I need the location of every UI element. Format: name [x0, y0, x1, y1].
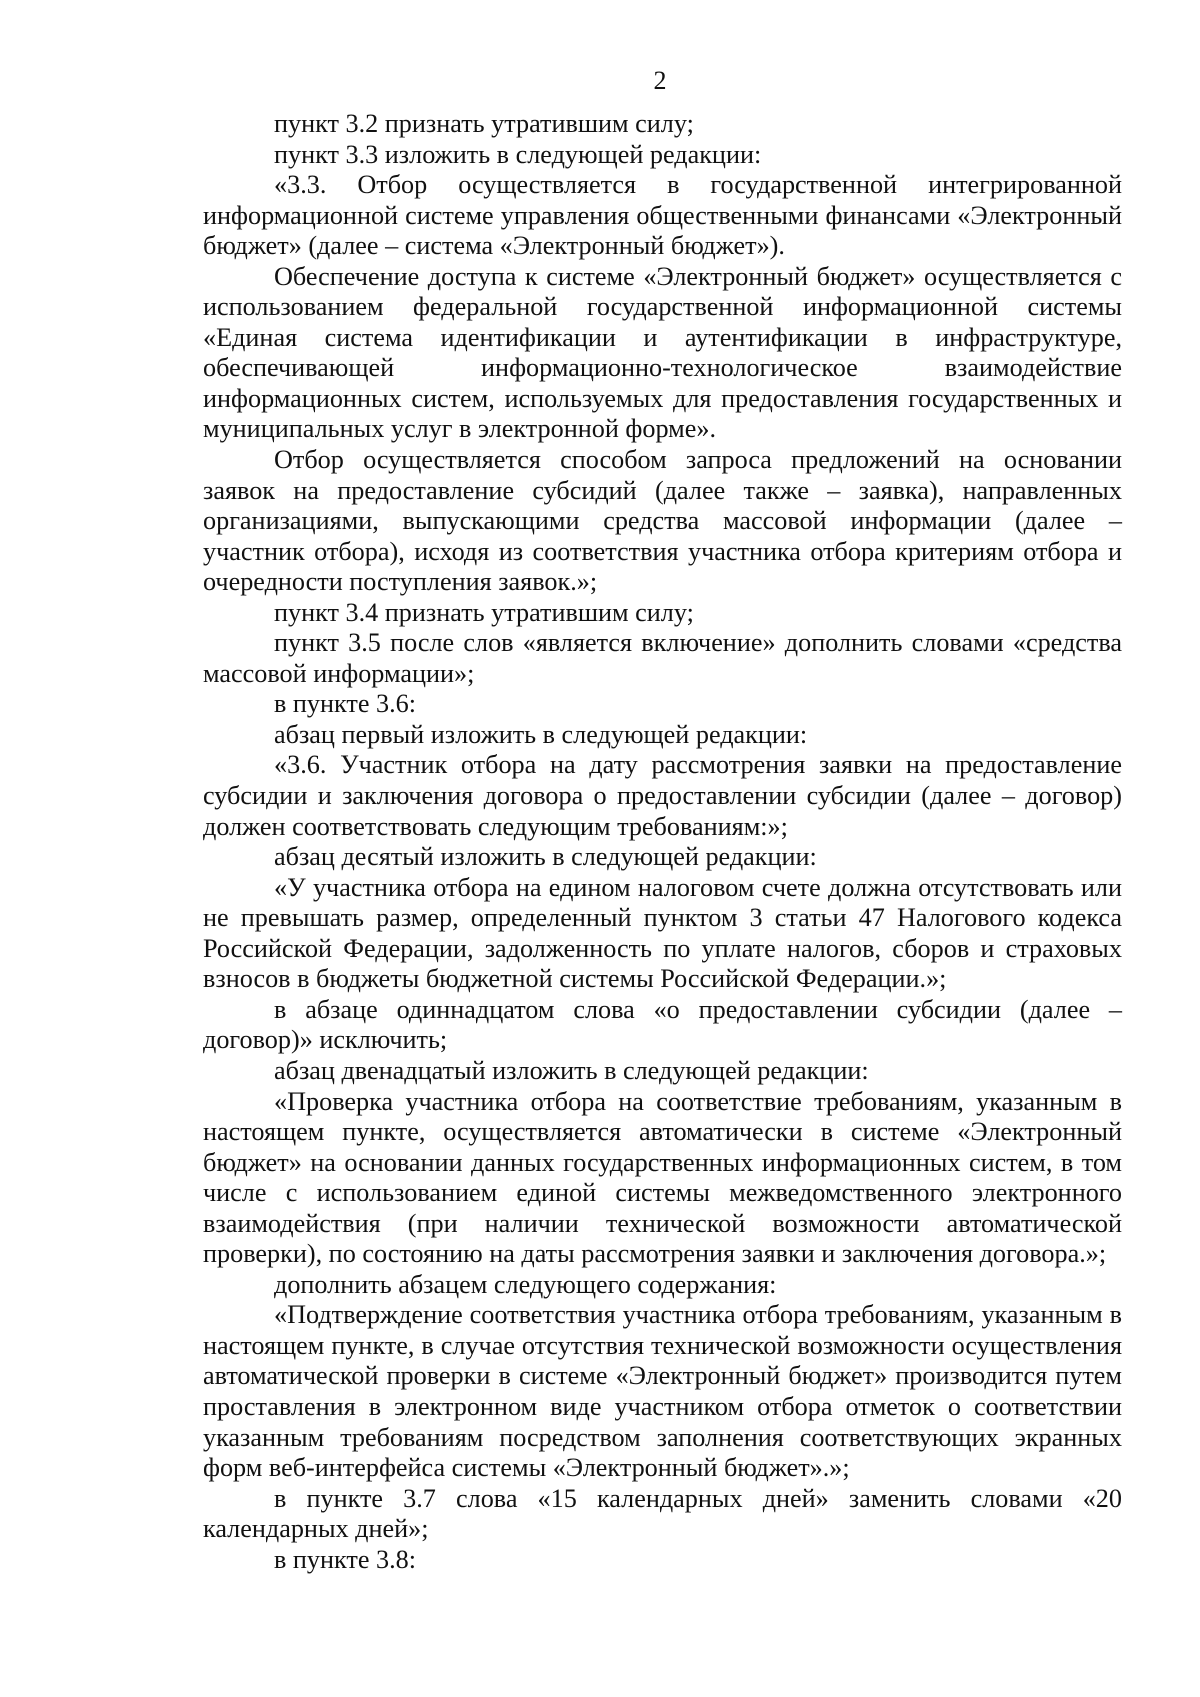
paragraph: «Проверка участника отбора на соответствие требованиям, указанным в настоящем пункте, осуществляется автоматически в системе «Электронный бюджет» на основании данных государственных информационных систем, в том числе с использованием единой системы межведомственного электронного взаимодействия (при наличии технической возможности автоматической проверки), по состоянию на даты рассмотрения заявки и заключения договора.»;	[203, 1086, 1122, 1269]
paragraph: в пункте 3.8:	[274, 1544, 417, 1574]
paragraph: абзац первый изложить в следующей редакции:	[274, 719, 808, 749]
page-number: 2	[653, 66, 667, 95]
paragraph: пункт 3.4 признать утратившим силу;	[274, 597, 694, 627]
paragraph: «3.6. Участник отбора на дату рассмотрения заявки на предоставление субсидии и заключения договора о предоставлении субсидии (далее – договор) должен соответствовать следующим требованиям:»;	[203, 750, 1122, 841]
paragraph: Отбор осуществляется способом запроса предложений на основании заявок на предоставление субсидий (далее также – заявка), направленных организациями, выпускающими средства массовой информации (далее – участник отбора), исходя из соответствия участника отбора критериям отбора и очередности поступления заявок.»;	[203, 445, 1122, 597]
paragraph: пункт 3.5 после слов «является включение» дополнить словами «средства массовой информации»;	[203, 628, 1122, 688]
paragraph: пункт 3.3 изложить в следующей редакции:	[274, 139, 762, 169]
paragraph: абзац десятый изложить в следующей редакции:	[274, 842, 817, 872]
document-body	[203, 109, 1122, 1575]
paragraph: «Подтверждение соответствия участника отбора требованиям, указанным в настоящем пункте, в случае отсутствия технической возможности осуществления автоматической проверки в системе «Электронный бюджет» производится путем проставления в электронном виде участником отбора отметок о соответствии указанным требованиям посредством заполнения соответствующих экранных форм веб-интерфейса системы «Электронный бюджет».»;	[203, 1300, 1122, 1483]
paragraph: «3.3. Отбор осуществляется в государственной интегрированной информационной системе управления общественными финансами «Электронный бюджет» (далее – система «Электронный бюджет»).	[203, 170, 1122, 261]
paragraph: абзац двенадцатый изложить в следующей редакции:	[274, 1055, 869, 1085]
paragraph: в абзаце одиннадцатом слова «о предоставлении субсидии (далее – договор)» исключить;	[203, 994, 1122, 1055]
paragraph: в пункте 3.7 слова «15 календарных дней» заменить словами «20 календарных дней»;	[203, 1483, 1122, 1544]
paragraph: «У участника отбора на едином налоговом счете должна отсутствовать или не превышать размер, определенный пунктом 3 статьи 47 Налогового кодекса Российской Федерации, задолженность по уплате налогов, сборов и страховых взносов в бюджеты бюджетной системы Российской Федерации.»;	[203, 872, 1122, 994]
paragraph: Обеспечение доступа к системе «Электронный бюджет» осуществляется с использованием федеральной государственной информационной системы «Единая система идентификации и аутентификации в инфраструктуре, обеспечивающей информационно-технологическое взаимодействие информационных систем, используемых для предоставления государственных и муниципальных услуг в электронной форме».	[203, 261, 1122, 444]
paragraph: пункт 3.2 признать утратившим силу;	[274, 109, 694, 138]
paragraph: в пункте 3.6:	[274, 689, 417, 719]
paragraph: дополнить абзацем следующего содержания:	[274, 1269, 777, 1299]
